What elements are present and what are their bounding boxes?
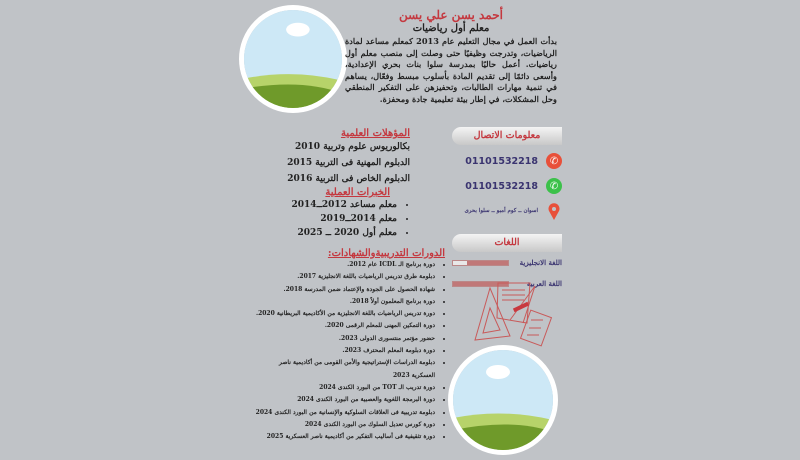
- bio-paragraph: بدأت العمل في مجال التعليم عام 2013 كمعلم مساعد لمادة الرياضيات، وتدرجت وظيفيًا حتى وصلت إلى منصب معلم أول رياضيات. أعمل حاليًا بمدرسة سلوا بنات بحري الإعدادية، وأسعى دائمًا إلى تقديم المادة بأسلوب مبسط وفعّال، يساهم في تنمية مهارات الطالبات، وتحفيزهن على التفكير المنطقي وحل المشكلات، في إطار بيئة تعليمية جادة ومحفزة.: [345, 36, 557, 104]
- whatsapp-number[interactable]: 01101532218: [465, 180, 538, 192]
- course-item: • دبلومة الدراسات الإستراتيجية والأمن القومى من أكاديمية ناصر العسكرية 2023: [255, 357, 435, 382]
- address-text: اسوان ــ كوم أمبو ــ سلوا بحرى: [464, 208, 538, 214]
- phone-icon: ✆: [546, 153, 562, 169]
- languages-title: اللغات: [452, 234, 562, 252]
- phone-row: [452, 152, 562, 170]
- whatsapp-row: [452, 177, 562, 195]
- job-title: معلم أول رياضيات: [412, 23, 490, 34]
- course-item: • شهادة الحصول على الجودة والإعتماد ضمن المدرسة 2018.: [255, 284, 435, 296]
- left-column: [255, 128, 445, 443]
- person-name: أحمد يسن علي يسن: [398, 8, 503, 22]
- course-item: • دورة تثقيفية فى أساليب التفكير من أكاديمية ناصر العسكرية 2025: [255, 431, 435, 443]
- course-item: • دورة دبلومة المعلم المحترف 2023.: [255, 345, 435, 357]
- map-pin-icon: [546, 203, 562, 220]
- language-level-bar: [452, 260, 509, 266]
- course-item: • دورة برنامج المعلمون أولاً 2018.: [255, 296, 435, 308]
- language-label: اللغة العربية: [526, 279, 562, 288]
- experience-title: الخبرات العملية: [325, 187, 390, 198]
- qualifications-list: [255, 139, 445, 187]
- course-item: • دورة برنامج الـ ICDL عام 2012.: [255, 259, 435, 271]
- experience-list: [255, 198, 445, 240]
- course-item: • دورة كورس تعديل السلوك من البورد الكندى 2024: [255, 419, 435, 431]
- course-item: • دورة البرمجة اللغوية والعصبية من البورد الكندى 2024: [255, 394, 435, 406]
- whatsapp-icon: ✆: [546, 178, 562, 194]
- qualification-item: الدبلوم المهنية فى التربية 2015: [287, 158, 410, 168]
- profile-photo-top: [239, 5, 347, 113]
- language-level-fill: [467, 261, 508, 265]
- course-item: • دورة التمكين المهنى للمعلم الرقمى 2020.: [255, 320, 435, 332]
- right-column: [452, 127, 562, 288]
- decorative-photo-bottom: [448, 345, 558, 455]
- experience-item: • معلم مساعد 2012ــ2014: [255, 198, 397, 212]
- language-label: اللغة الانجليزية: [519, 258, 562, 267]
- course-item: • دبلومة تدريبية فى العلاقات السلوكية والإنسانية من البورد الكندى 2024: [255, 407, 435, 419]
- contact-title: معلومات الاتصال: [452, 127, 562, 145]
- language-item: [452, 258, 562, 267]
- course-item: • دورة تدريس الرياضيات باللغة الانجليزية من الأكاديمية البريطانية 2020.: [255, 308, 435, 320]
- courses-list: [255, 259, 445, 443]
- course-item: • دبلومة طرق تدريس الرياضيات باللغة الانجليزية 2017.: [255, 271, 435, 283]
- courses-title: الدورات التدريبيةوالشهادات:: [327, 248, 445, 259]
- experience-item: • معلم أول 2020 ــ 2025: [255, 226, 397, 240]
- address-row: [452, 202, 562, 220]
- header: [345, 8, 557, 106]
- math-tools-illustration: [465, 278, 555, 348]
- qualification-item: بكالوريوس علوم وتربية 2010: [295, 142, 410, 152]
- qualification-item: الدبلوم الخاص فى التربية 2016: [287, 174, 410, 184]
- experience-item: • معلم 2014ــ2019: [255, 212, 397, 226]
- course-item: • دورة تدريب الـ TOT من البورد الكندى 2024: [255, 382, 435, 394]
- phone-number[interactable]: 01101532218: [465, 155, 538, 167]
- course-item: • حضور مؤتمر منتسورى الدولى 2023.: [255, 333, 435, 345]
- qualifications-title: المؤهلات العلمية: [340, 128, 410, 139]
